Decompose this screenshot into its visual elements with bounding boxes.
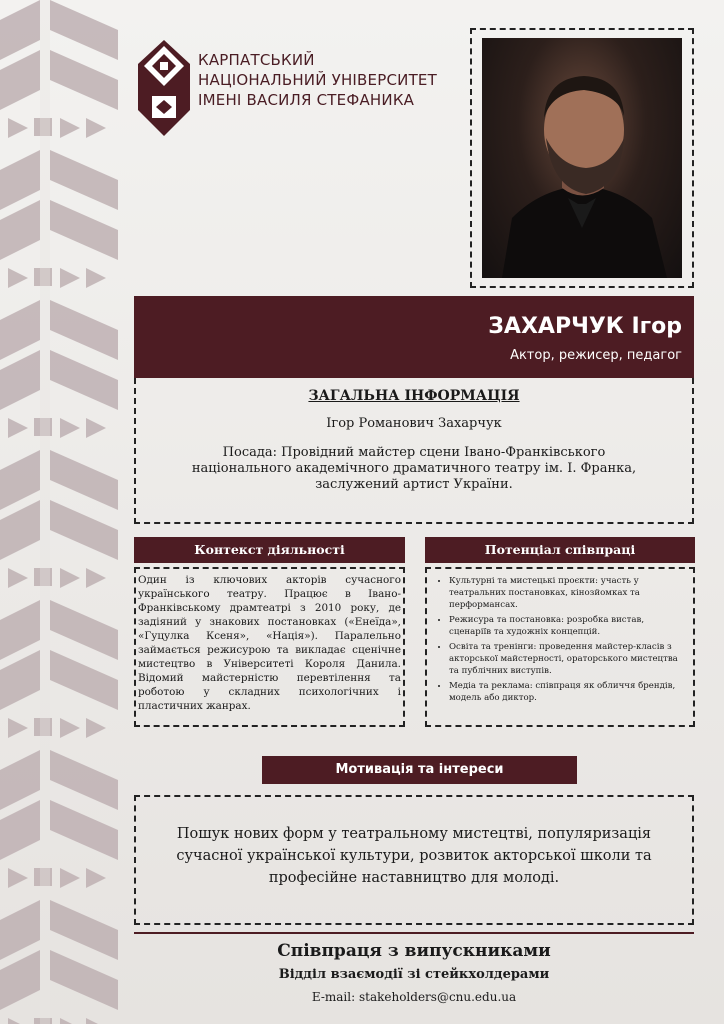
- potential-box: [425, 567, 695, 727]
- footer-email[interactable]: E-mail: stakeholders@cnu.edu.ua: [311, 990, 517, 1004]
- university-name-line1: КАРПАТСЬКИЙ: [198, 51, 315, 69]
- portrait-frame: [470, 28, 694, 288]
- person-name: ЗАХАРЧУК Ігор: [488, 314, 682, 339]
- university-logo: [138, 40, 190, 136]
- motivation-heading: Мотивація та інтереси: [262, 756, 577, 784]
- full-name: Ігор Романович Захарчук: [326, 416, 502, 431]
- general-info-heading: ЗАГАЛЬНА ІНФОРМАЦІЯ: [308, 388, 520, 404]
- motivation-text: Пошук нових форм у театральному мистецтві, популяризація сучасної української культури, розвиток акторської школи та професійне наставництво для молоді.: [176, 826, 652, 886]
- potential-item: • Режисура та постановка: розробка вистав, сценаріїв та художніх концепцій.: [449, 614, 685, 638]
- motivation-box: [134, 795, 694, 925]
- potential-item: • Освіта та тренінги: проведення майстер-класів з акторської майстерності, ораторського мистецтва та публічних виступів.: [449, 641, 685, 677]
- university-name-line2: НАЦІОНАЛЬНИЙ УНІВЕРСИТЕТ: [198, 71, 437, 89]
- potential-item: • Медіа та реклама: співпраця як обличчя брендів, модель або диктор.: [449, 680, 685, 704]
- potential-heading: Потенціал співпраці: [425, 537, 695, 563]
- footer-department: Відділ взаємодії зі стейкхолдерами: [278, 967, 550, 982]
- footer-title: Співпраця з випускниками: [277, 941, 551, 961]
- context-box: [134, 567, 405, 727]
- position-text: Посада: Провідний майстер сцени Івано-Франківського національного академічного драматичного театру ім. І. Франка, заслужений артист України.: [191, 445, 637, 492]
- person-role: Актор, режисер, педагог: [510, 348, 682, 363]
- context-heading: Контекст діяльності: [134, 537, 405, 563]
- context-text: Один із ключових акторів сучасного українського театру. Працює в Івано-Франківському драмтеатрі з 2010 року, де задіяний у знакових постановках («Енеїда», «Гуцулка Ксеня», «Нація»). Паралельно займається режисурою та викладає сценічне мистецтво в Університеті Короля Данила. Відомий майстерністю перевтілення та роботою у складних психологічних і пластичних жанрах.: [138, 574, 401, 712]
- general-info-section: [134, 378, 694, 524]
- ornament-pattern: [0, 0, 118, 1024]
- footer-divider: [134, 932, 694, 934]
- university-name: [198, 50, 437, 110]
- university-name-line3: ІМЕНІ ВАСИЛЯ СТЕФАНИКА: [198, 91, 415, 109]
- potential-item: • Культурні та мистецькі проєкти: участь у театральних постановках, кінозйомках та перформансах.: [449, 575, 685, 611]
- portrait-photo: [482, 38, 682, 278]
- potential-list: [431, 575, 685, 704]
- name-banner: [134, 296, 694, 378]
- ornament-band: [0, 0, 118, 1024]
